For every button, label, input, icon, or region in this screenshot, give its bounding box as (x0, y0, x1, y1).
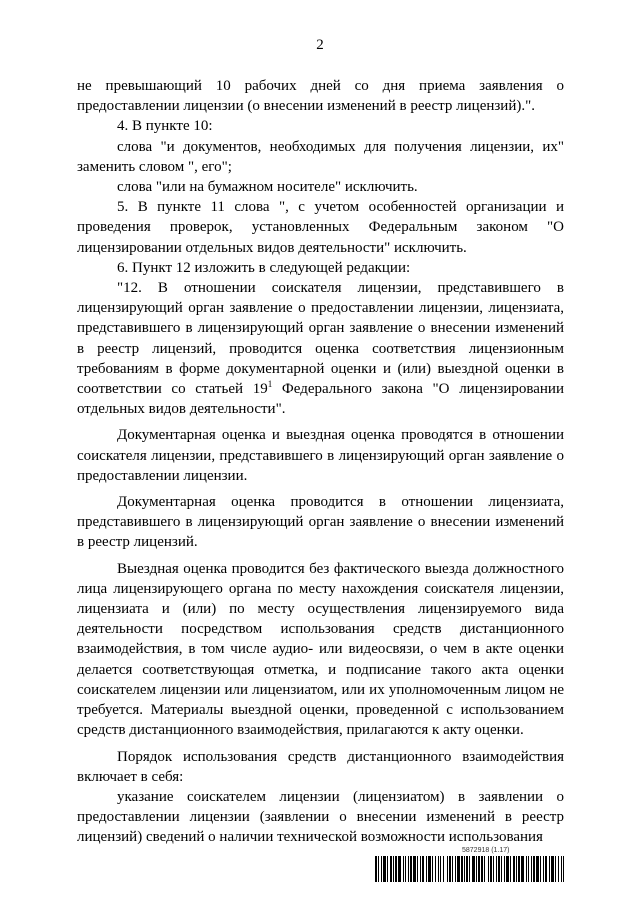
paragraph: слова "и документов, необходимых для получения лицензии, их" заменить словом ", его"; (77, 138, 564, 175)
paragraph: указание соискателем лицензии (лицензиатом) в заявлении о предоставлении лицензии (заявлении о внесении изменений в реестр лицензий) сведений о наличии технической возможности использования (77, 788, 564, 846)
superscript: 1 (267, 379, 273, 390)
paragraph: 5. В пункте 11 слова ", с учетом особенностей организации и проведения проверок, установленных Федеральным законом "О лицензировании отдельных видов деятельности" исключить. (77, 199, 564, 256)
paragraph: 6. Пункт 12 изложить в следующей редакции: (117, 259, 411, 276)
clause-12-paragraph (77, 278, 564, 419)
paragraph: не превышающий 10 рабочих дней со дня приема заявления о предоставлении лицензии (о внесении изменений в реестр лицензий).". (77, 78, 564, 115)
document-body (77, 76, 564, 848)
clause-12-text-end: Федерального закона "О лицензировании отдельных видов деятельности". (77, 381, 564, 418)
paragraph: Порядок использования средств дистанционного взаимодействия включает в себя: (77, 748, 564, 785)
paragraph: 4. В пункте 10: (117, 118, 213, 135)
paragraph: Документарная оценка и выездная оценка проводятся в отношении соискателя лицензии, представившего в лицензирующий орган заявление о предоставлении лицензии. (77, 427, 564, 484)
barcode (375, 856, 565, 882)
clause-12-text: "12. В отношении соискателя лицензии, представившего в лицензирующий орган заявление о предоставлении лицензии, лицензиата, представившего в лицензирующий орган заявление о внесении изменений в реестр лицензий, проводится оценка соответствия лицензионным требованиям в форме документарной оценки и (или) выездной оценки в соответствии со статьей 19 (77, 280, 564, 398)
paragraph: Выездная оценка проводится без фактического выезда должностного лица лицензирующего органа по месту нахождения соискателя лицензии, лицензиата и (или) по месту осуществления лицензируемого вида деятельности посредством использования средств дистанционного взаимодействия, в том числе аудио- или видеосвязи, о чем в акте оценки делается соответствующая отметка, и подписание такого акта оценки соискателем лицензии или лицензиатом, или их уполномоченным лицом не требуется. Материалы выездной оценки, проведенной с использованием средств дистанционного взаимодействия, прилагаются к акту оценки. (77, 560, 564, 739)
barcode-label: 5872918 (1.17) (462, 847, 510, 854)
paragraph: слова "или на бумажном носителе" исключить. (117, 179, 418, 196)
paragraph: Документарная оценка проводится в отношении лицензиата, представившего в лицензирующий орган заявление о внесении изменений в реестр лицензий. (77, 494, 564, 551)
page-number: 2 (316, 37, 324, 53)
